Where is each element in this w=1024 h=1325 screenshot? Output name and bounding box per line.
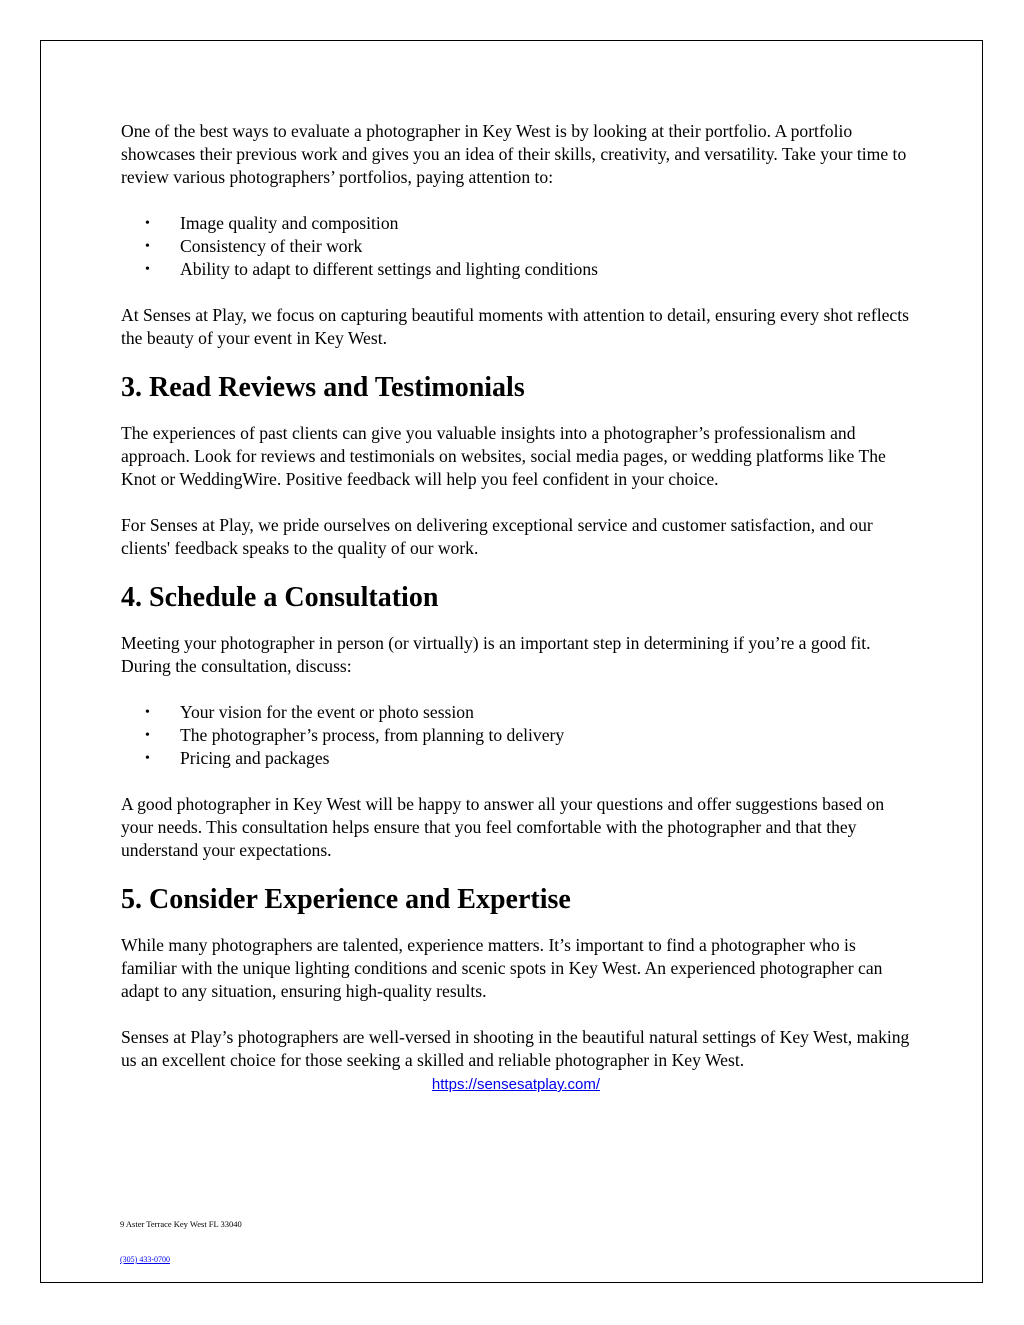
list-item: • The photographer’s process, from planning to delivery <box>145 725 565 745</box>
intro-paragraph: One of the best ways to evaluate a photographer in Key West is by looking at their portfolio. A portfolio showcases their previous work and gives you an idea of their skills, creativity, and versatility. Take your time to review various photographers’ portfolios, paying attention to: <box>121 121 907 187</box>
portfolio-closing-paragraph: At Senses at Play, we focus on capturing beautiful moments with attention to detail, ensuring every shot reflects the beauty of your event in Key West. <box>121 305 909 348</box>
section-5-paragraph-1: While many photographers are talented, experience matters. It’s important to find a photographer who is familiar with the unique lighting conditions and scenic spots in Key West. An experienced photographer can adapt to any situation, ensuring high-quality results. <box>121 935 883 1001</box>
section-4-paragraph-2: A good photographer in Key West will be happy to answer all your questions and offer suggestions based on your needs. This consultation helps ensure that you feel comfortable with the photographer and that they understand your expectations. <box>121 794 885 860</box>
section-4-heading: 4. Schedule a Consultation <box>121 582 439 613</box>
section-3-paragraph-1: The experiences of past clients can give you valuable insights into a photographer’s professionalism and approach. Look for reviews and testimonials on websites, social media pages, or wedding platforms like The Knot or WeddingWire. Positive feedback will help you feel confident in your choice. <box>121 423 886 489</box>
bullet-icon: • <box>145 751 150 766</box>
website-link[interactable]: https://sensesatplay.com/ <box>431 1076 601 1093</box>
section-4-paragraph-1: Meeting your photographer in person (or virtually) is an important step in determining if you’re a good fit. During the consultation, discuss: <box>121 633 871 676</box>
section-3-paragraph-2: For Senses at Play, we pride ourselves on delivering exceptional service and customer satisfaction, and our clients' feedback speaks to the quality of our work. <box>121 515 873 558</box>
consultation-topics-list <box>121 701 911 770</box>
list-item: • Your vision for the event or photo session <box>145 702 474 722</box>
bullet-icon: • <box>145 262 150 277</box>
list-item: • Image quality and composition <box>145 213 399 233</box>
bullet-icon: • <box>145 239 150 254</box>
section-3-heading: 3. Read Reviews and Testimonials <box>121 372 525 403</box>
section-5-paragraph-2: Senses at Play’s photographers are well-versed in shooting in the beautiful natural settings of Key West, making us an excellent choice for those seeking a skilled and reliable photographer in Key West. <box>121 1027 910 1070</box>
list-item: • Consistency of their work <box>145 236 363 256</box>
portfolio-criteria-list <box>121 212 911 281</box>
bullet-icon: • <box>145 705 150 720</box>
footer-address: 9 Aster Terrace Key West FL 33040 <box>120 1219 242 1229</box>
list-item: • Ability to adapt to different settings and lighting conditions <box>145 259 598 279</box>
list-item: • Pricing and packages <box>145 748 330 768</box>
bullet-icon: • <box>145 216 150 231</box>
section-5-heading: 5. Consider Experience and Expertise <box>121 884 571 915</box>
document-body <box>121 120 911 1096</box>
website-link-row <box>121 1074 911 1096</box>
bullet-icon: • <box>145 728 150 743</box>
footer-phone-link[interactable]: (305) 433-0700 <box>120 1255 170 1264</box>
